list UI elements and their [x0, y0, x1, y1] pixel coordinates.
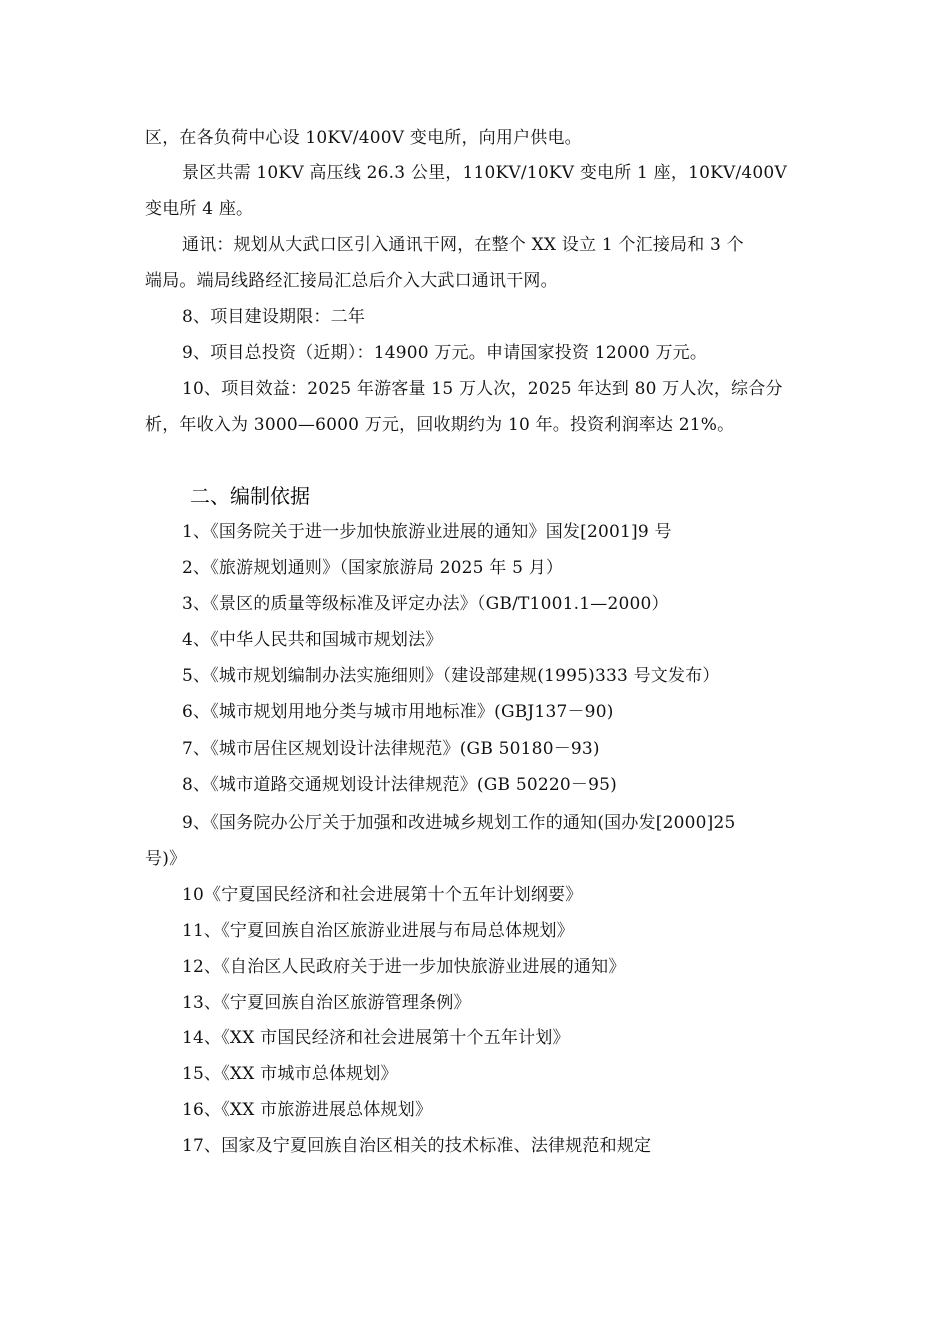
reference-item: 4、《中华人民共和国城市规划法》: [182, 630, 443, 650]
reference-item: 7、《城市居住区规划设计法律规范》(GB 50180－93): [182, 739, 600, 759]
reference-item: 12、《自治区人民政府关于进一步加快旅游业进展的通知》: [182, 957, 626, 977]
intro-line-5: 端局。端局线路经汇接局汇总后介入大武口通讯干网。: [145, 271, 558, 291]
intro-line-1: 区，在各负荷中心设 10KV/400V 变电所，向用户供电。: [145, 128, 582, 148]
reference-item-continued: 号)》: [145, 849, 187, 869]
reference-item: 14、《XX 市国民经济和社会进展第十个五年计划》: [182, 1028, 570, 1048]
reference-item: 1、《国务院关于进一步加快旅游业进展的通知》国发[2001]9 号: [182, 522, 672, 542]
reference-item: 5、《城市规划编制办法实施细则》（建设部建规(1995)333 号文发布）: [182, 666, 720, 686]
intro-line-2: 景区共需 10KV 高压线 26.3 公里，110KV/10KV 变电所 1 座，10KV/400V: [182, 163, 787, 183]
intro-line-6: 8、项目建设期限：二年: [182, 307, 366, 327]
reference-item: 6、《城市规划用地分类与城市用地标准》(GBJ137－90): [182, 702, 614, 722]
reference-item: 3、《景区的质量等级标准及评定办法》（GB/T1001.1—2000）: [182, 594, 669, 614]
intro-line-7: 9、项目总投资（近期）：14900 万元。申请国家投资 12000 万元。: [182, 343, 708, 363]
reference-item: 15、《XX 市城市总体规划》: [182, 1064, 398, 1084]
reference-item: 11、《宁夏回族自治区旅游业进展与布局总体规划》: [182, 921, 574, 941]
reference-item: 8、《城市道路交通规划设计法律规范》(GB 50220－95): [182, 775, 617, 795]
intro-line-4: 通讯：规划从大武口区引入通讯干网，在整个 XX 设立 1 个汇接局和 3 个: [182, 235, 744, 255]
intro-line-3: 变电所 4 座。: [145, 199, 254, 219]
reference-item: 10《宁夏国民经济和社会进展第十个五年计划纲要》: [182, 885, 583, 905]
reference-item: 13、《宁夏回族自治区旅游管理条例》: [182, 993, 471, 1013]
intro-line-8: 10、项目效益：2025 年游客量 15 万人次，2025 年达到 80 万人次，综合分: [182, 379, 783, 399]
intro-line-9: 析，年收入为 3000—6000 万元，回收期约为 10 年。投资利润率达 21%。: [145, 415, 735, 435]
section-title: 二、编制依据: [190, 484, 310, 508]
reference-item: 2、《旅游规划通则》（国家旅游局 2025 年 5 月）: [182, 558, 564, 578]
reference-item: 16、《XX 市旅游进展总体规划》: [182, 1100, 433, 1120]
reference-item: 17、国家及宁夏回族自治区相关的技术标准、法律规范和规定: [182, 1136, 652, 1156]
reference-item: 9、《国务院办公厅关于加强和改进城乡规划工作的通知(国办发[2000]25: [182, 813, 736, 833]
